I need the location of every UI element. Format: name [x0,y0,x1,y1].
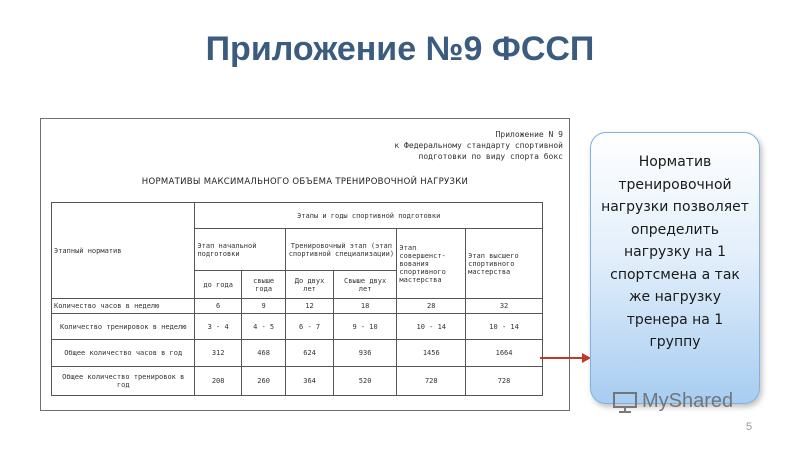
sub-header: До двух лет [286,271,333,299]
table-cell: 18 [333,299,397,314]
appendix-line: подготовки по виду спорта бокс [418,152,563,161]
table-cell: 6 - 7 [286,314,333,340]
row-label: Общее количество часов в год [52,340,195,367]
table-cell: 312 [195,340,241,367]
table-cell: 4 - 5 [241,314,285,340]
table-cell: 10 - 14 [397,314,466,340]
table-cell: 12 [286,299,333,314]
table-cell: 468 [241,340,285,367]
table-row [52,340,543,367]
appendix-note [333,129,563,162]
row-label: Общее количество тренировок в год [52,367,195,396]
row-label: Количество тренировок в неделю [52,314,195,340]
slide-title: Приложение №9 ФССП [205,30,595,68]
page-number: 5 [746,421,753,433]
stage-header: Этап совершенст-вования спортивного мастерства [397,229,466,299]
table-cell: 260 [241,367,285,396]
sub-header: свыше года [241,271,285,299]
appendix-line: Приложение N 9 [495,130,563,139]
table-cell: 32 [466,299,543,314]
presentation-icon [612,391,638,413]
appendix-line: к Федеральному стандарту спортивной [394,141,563,150]
table-cell: 728 [466,367,543,396]
table-cell: 6 [195,299,241,314]
table-cell: 520 [333,367,397,396]
document-heading: НОРМАТИВЫ МАКСИМАЛЬНОГО ОБЪЕМА ТРЕНИРОВОЧНОЙ НАГРУЗКИ [141,177,469,187]
table-cell: 936 [333,340,397,367]
sub-header: до года [195,271,241,299]
table-row [52,299,543,314]
table-cell: 28 [397,299,466,314]
watermark-text: MyShared [642,390,734,412]
table-cell: 624 [286,340,333,367]
document-image [40,118,570,411]
arrow-icon [540,352,592,364]
table-row [52,367,543,396]
sub-header: Свыше двух лет [333,271,397,299]
table-cell: 208 [195,367,241,396]
stage-header: Тренировочный этап (этап спортивной специализации) [286,229,397,271]
norms-table [51,202,543,396]
table-cell: 728 [397,367,466,396]
table-row [52,314,543,340]
watermark [612,390,733,413]
table-cell: 10 - 14 [466,314,543,340]
callout-box [590,132,760,404]
table-cell: 364 [286,367,333,396]
col-header-stage-norm: Этапный норматив [52,203,195,299]
stage-header: Этап высшего спортивного мастерства [466,229,543,299]
callout-text: Норматив тренировочной нагрузки позволяет определить нагрузку на 1 спортсмена а так же нагрузку тренера на 1 группу [601,154,749,350]
table-cell: 9 - 10 [333,314,397,340]
table-cell: 1664 [466,340,543,367]
col-header-stages-group: Этапы и годы спортивной подготовки [195,203,543,229]
table-cell: 9 [241,299,285,314]
stage-header: Этап начальной подготовки [195,229,286,271]
table-cell: 1456 [397,340,466,367]
table-cell: 3 - 4 [195,314,241,340]
row-label: Количество часов в неделю [52,299,195,314]
